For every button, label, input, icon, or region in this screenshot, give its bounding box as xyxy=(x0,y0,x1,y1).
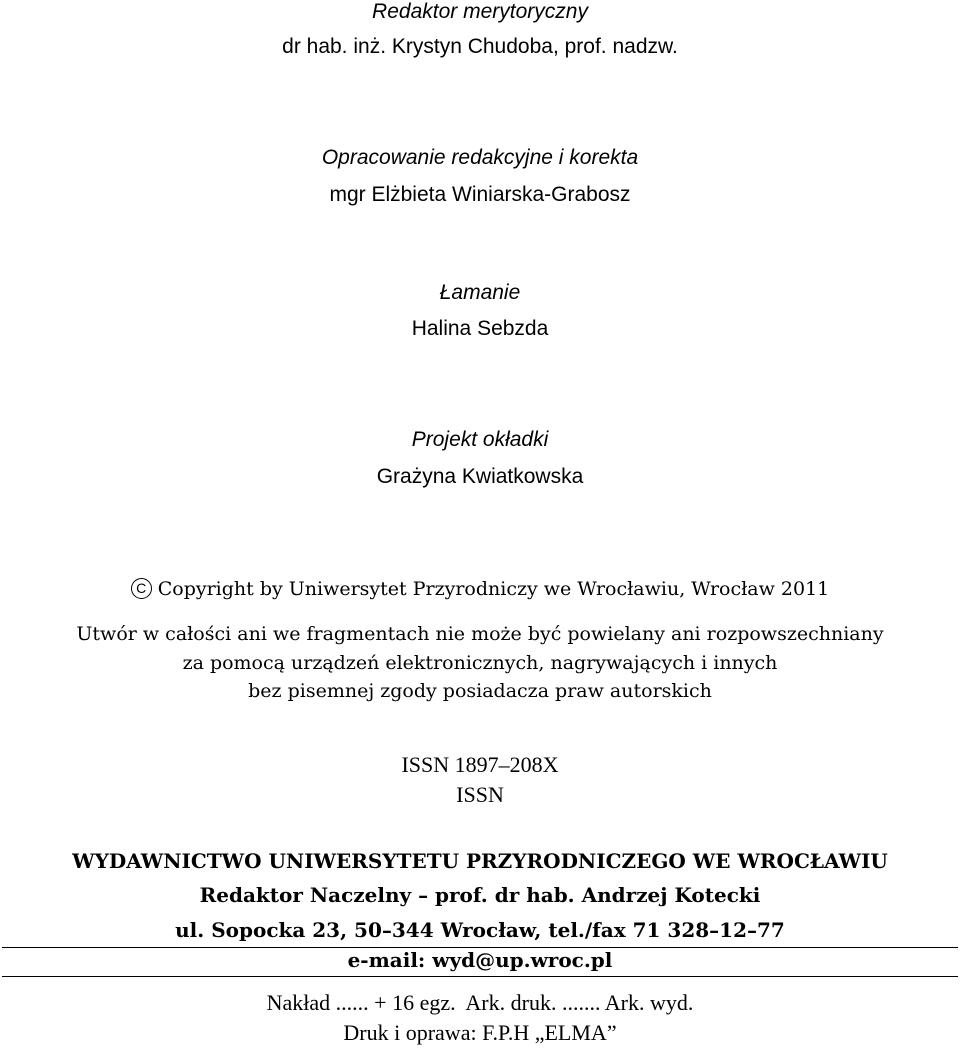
copyright-text: Copyright by Uniwersytet Przyrodniczy we Wrocławiu, Wrocław 2011 xyxy=(157,578,830,600)
issn-line-2: ISSN xyxy=(456,782,504,807)
layout-role: Łamanie xyxy=(439,281,521,304)
copyright-icon: C xyxy=(131,578,152,599)
editor-role: Redaktor merytoryczny xyxy=(372,0,588,23)
proof-name: mgr Elżbieta Winiarska-Grabosz xyxy=(329,183,631,206)
publisher-name: WYDAWNICTWO UNIWERSYTETU PRZYRODNICZEGO WE WROCŁAWIU xyxy=(72,849,888,873)
cover-name: Grażyna Kwiatkowska xyxy=(376,465,584,488)
print-run: Nakład ...... + 16 egz. Ark. druk. ....... Ark. wyd. xyxy=(266,990,694,1015)
divider-line xyxy=(2,976,958,977)
publisher-address: ul. Sopocka 23, 50–344 Wrocław, tel./fax 71 328–12–77 xyxy=(175,918,785,942)
chief-editor: Redaktor Naczelny – prof. dr hab. Andrzej Kotecki xyxy=(199,883,761,907)
rights-line-1: Utwór w całości ani we fragmentach nie może być powielany ani rozpowszechniany xyxy=(76,623,884,645)
proof-role: Opracowanie redakcyjne i korekta xyxy=(321,146,639,169)
printer: Druk i oprawa: F.P.H „ELMA” xyxy=(343,1020,617,1045)
issn-line-1: ISSN 1897–208X xyxy=(401,752,559,777)
publisher-email: e-mail: wyd@up.wroc.pl xyxy=(347,948,613,972)
copyright-notice xyxy=(0,578,960,600)
layout-name: Halina Sebzda xyxy=(411,317,549,340)
editor-name: dr hab. inż. Krystyn Chudoba, prof. nadzw. xyxy=(282,35,678,58)
rights-line-2: za pomocą urządzeń elektronicznych, nagrywających i innych xyxy=(182,652,778,674)
cover-role: Projekt okładki xyxy=(411,428,549,451)
rights-line-3: bez pisemnej zgody posiadacza praw autorskich xyxy=(248,680,712,702)
